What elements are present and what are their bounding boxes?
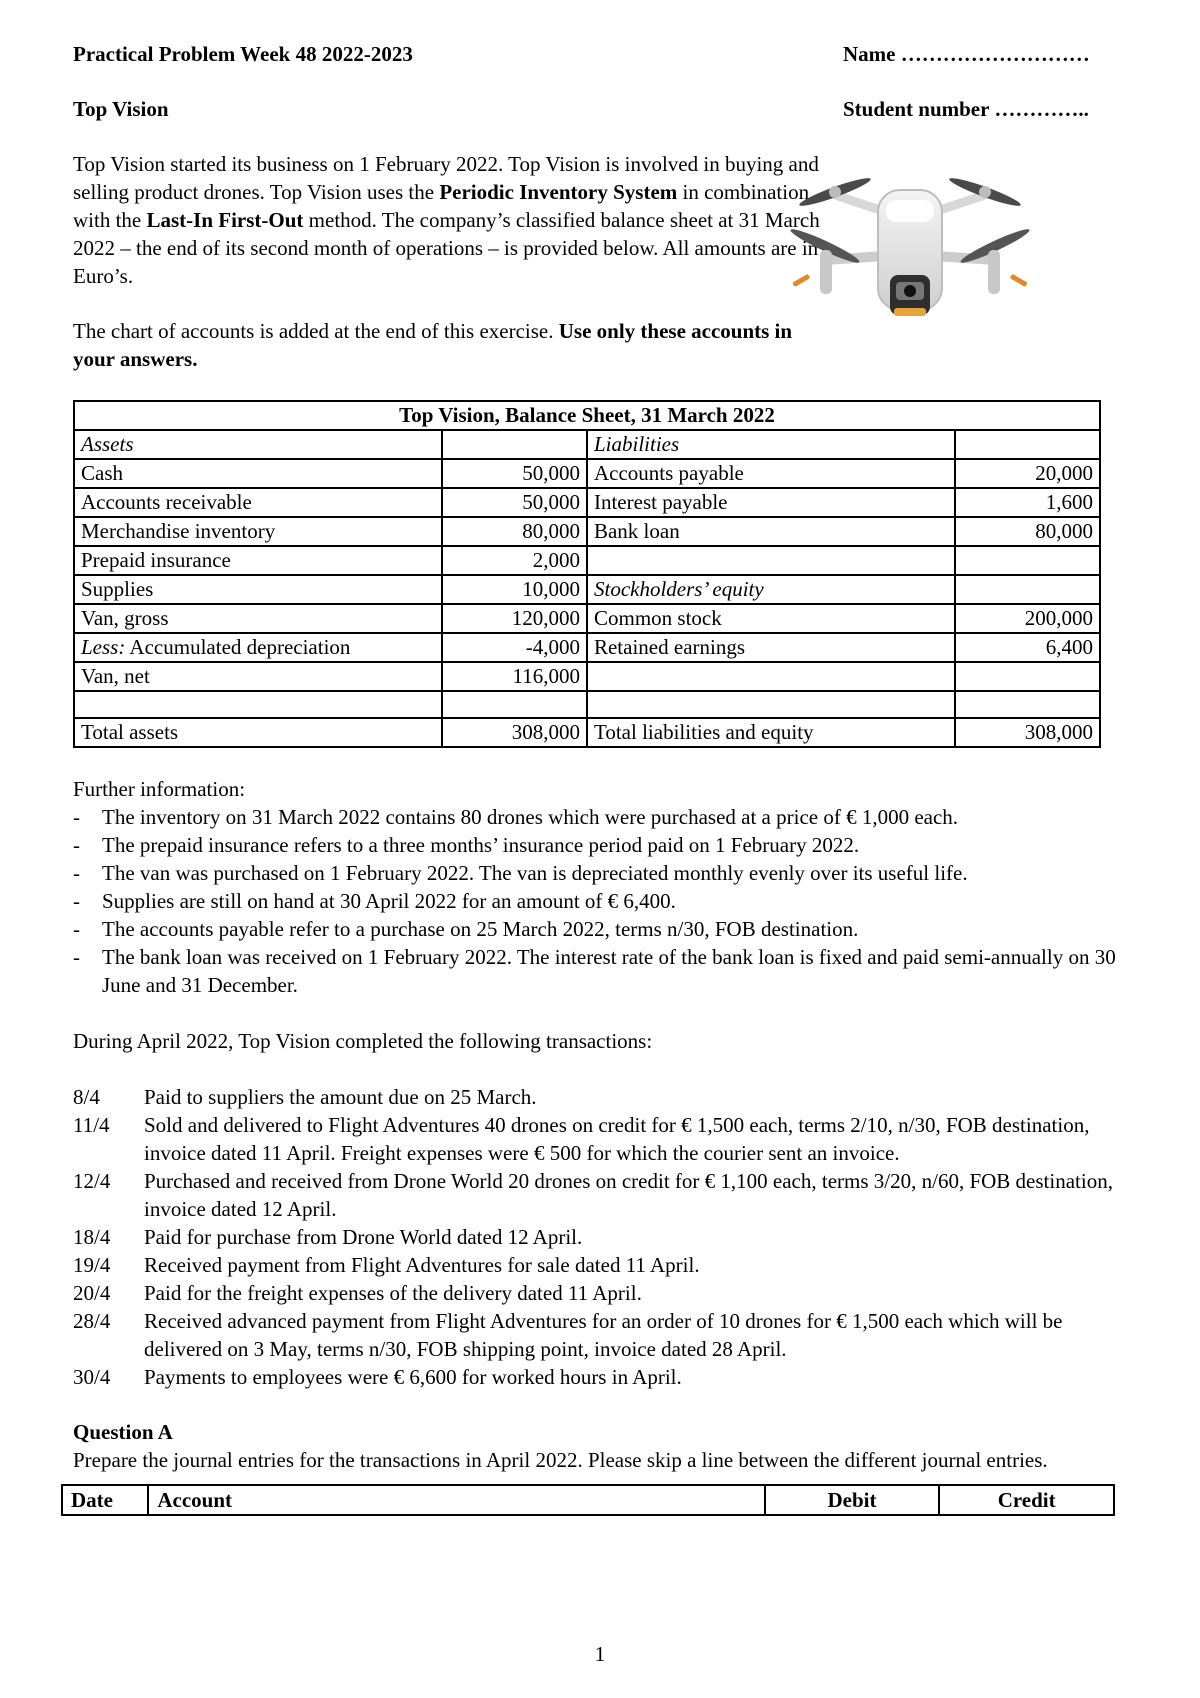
transaction-row: 28/4 Received advanced payment from Flight Adventures for an order of 10 drones for € 1,500 each which will be delivered on 3 May, terms n/30, FOB shipping point, invoice dated 28 April. — [73, 1309, 1063, 1361]
header-row-1 — [73, 40, 1133, 68]
question-a-text: Prepare the journal entries for the transactions in April 2022. Please skip a line between the different journal entries. — [73, 1448, 1048, 1472]
list-item: - The prepaid insurance refers to a three months’ insurance period paid on 1 February 2022. — [73, 831, 1133, 859]
list-item: - The accounts payable refer to a purchase on 25 March 2022, terms n/30, FOB destination. — [73, 915, 1133, 943]
equity-heading: Stockholders’ equity — [587, 575, 955, 604]
table-row: Supplies 10,000 Stockholders’ equity — [74, 575, 1100, 604]
list-item: - The inventory on 31 March 2022 contains 80 drones which were purchased at a price of € 1,000 each. — [73, 803, 1133, 831]
table-row: Van, gross 120,000 Common stock 200,000 — [74, 604, 1100, 633]
drone-image — [790, 150, 1030, 340]
document-title: Practical Problem Week 48 2022-2023 — [73, 42, 413, 66]
totals-row: Total assets 308,000 Total liabilities and equity 308,000 — [74, 718, 1100, 747]
table-row: Cash 50,000 Accounts payable 20,000 — [74, 459, 1100, 488]
balance-sheet-title: Top Vision, Balance Sheet, 31 March 2022 — [74, 401, 1100, 430]
further-list — [73, 803, 1133, 999]
question-a — [73, 1418, 1133, 1474]
transaction-row: 19/4 Received payment from Flight Adventures for sale dated 11 April. — [73, 1253, 700, 1277]
transaction-row: 30/4 Payments to employees were € 6,600 for worked hours in April. — [73, 1365, 682, 1389]
journal-table — [61, 1484, 1115, 1516]
assets-heading: Assets — [74, 430, 442, 459]
list-item: - Supplies are still on hand at 30 April 2022 for an amount of € 6,400. — [73, 887, 1133, 915]
transaction-list — [73, 1083, 1133, 1391]
journal-date-header: Date — [62, 1485, 148, 1515]
table-row: Less: Accumulated depreciation -4,000 Retained earnings 6,400 — [74, 633, 1100, 662]
table-row: Merchandise inventory 80,000 Bank loan 80,000 — [74, 517, 1100, 546]
transaction-row: 8/4 Paid to suppliers the amount due on 25 March. — [73, 1085, 537, 1109]
intro-section — [73, 150, 833, 373]
company-name: Top Vision — [73, 97, 169, 121]
further-heading: Further information: — [73, 777, 246, 801]
student-number-label: Student number ………….. — [843, 97, 1089, 121]
balance-sheet-table — [73, 400, 1101, 748]
table-row: Prepaid insurance 2,000 — [74, 546, 1100, 575]
liabilities-heading: Liabilities — [587, 430, 955, 459]
table-row-empty — [74, 691, 1100, 718]
transaction-row: 20/4 Paid for the freight expenses of the delivery dated 11 April. — [73, 1281, 642, 1305]
journal-debit-header: Debit — [765, 1485, 940, 1515]
journal-header-row — [62, 1485, 1114, 1515]
transaction-row: 12/4 Purchased and received from Drone World 20 drones on credit for € 1,100 each, terms 3/20, n/60, FOB destination, invoice dated 12 April. — [73, 1169, 1113, 1221]
list-item: - The bank loan was received on 1 February 2022. The interest rate of the bank loan is fixed and paid semi-annually on 30 June and 31 December. — [73, 943, 1133, 999]
intro-paragraph-1: Top Vision started its business on 1 February 2022. Top Vision is involved in buying and selling product drones. Top Vision uses the Periodic Inventory System in combination with the Last-In First-Out method. The company’s classified balance sheet at 31 March 2022 – the end of its second month of operations – is provided below. All amounts are in Euro’s. — [73, 152, 820, 288]
april-intro: During April 2022, Top Vision completed the following transactions: — [73, 1029, 653, 1053]
name-field-label: Name ……………………… — [843, 42, 1090, 66]
further-information — [73, 775, 1133, 999]
transaction-row: 11/4 Sold and delivered to Flight Adventures 40 drones on credit for € 1,500 each, terms 2/10, n/30, FOB destination, invoice dated 11 April. Freight expenses were € 500 for which the courier sent an invoice. — [73, 1113, 1090, 1165]
list-item: - The van was purchased on 1 February 2022. The van is depreciated monthly evenly over its useful life. — [73, 859, 1133, 887]
intro-paragraph-2: The chart of accounts is added at the end of this exercise. Use only these accounts in your answers. — [73, 319, 793, 371]
transaction-row: 18/4 Paid for purchase from Drone World dated 12 April. — [73, 1225, 583, 1249]
page-number: 1 — [594, 1642, 606, 1666]
table-row: Accounts receivable 50,000 Interest payable 1,600 — [74, 488, 1100, 517]
header-row-2 — [73, 95, 1133, 123]
table-row: Van, net 116,000 — [74, 662, 1100, 691]
journal-account-header: Account — [148, 1485, 764, 1515]
question-a-title: Question A — [73, 1420, 173, 1444]
journal-credit-header: Credit — [939, 1485, 1114, 1515]
